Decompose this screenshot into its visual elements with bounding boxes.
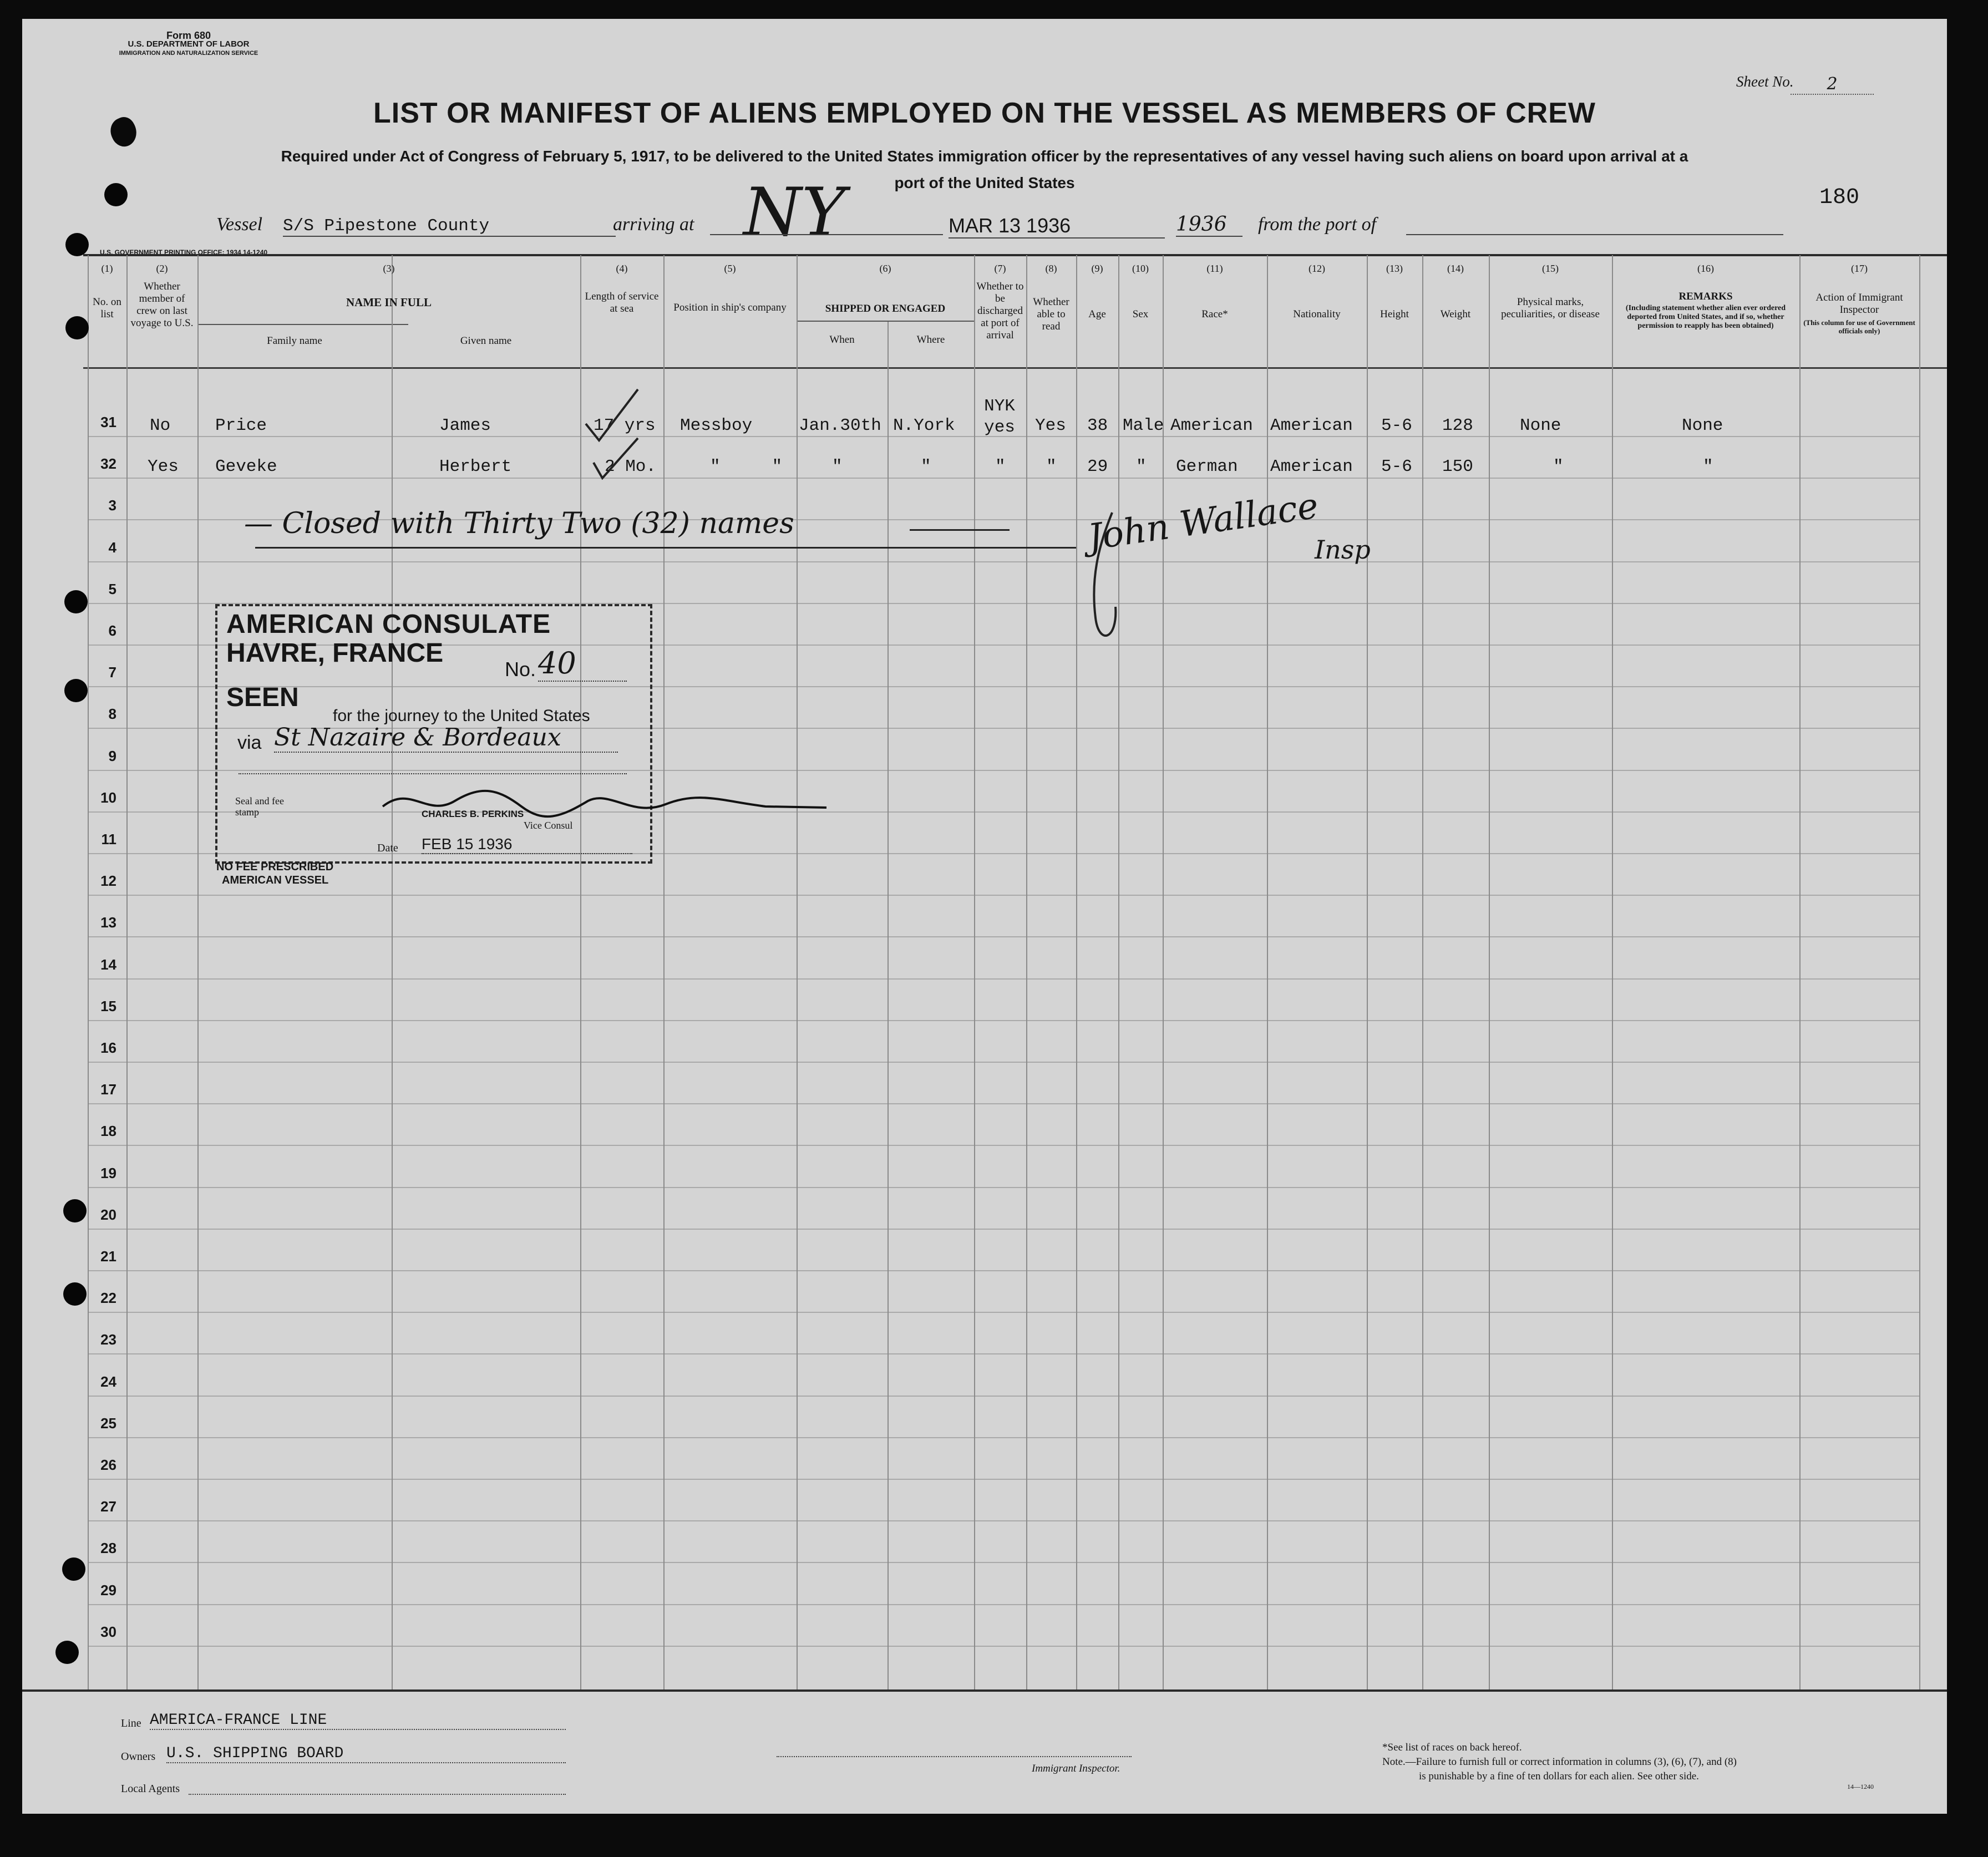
table-bottom-border [22, 1689, 1947, 1692]
col-line-14 [1422, 255, 1423, 1689]
punch-hole [64, 679, 88, 702]
row-number: 16 [100, 1039, 116, 1056]
row-32-service: 2 Mo. [605, 457, 657, 476]
col-num-5: (5) [724, 263, 736, 274]
row-rule [88, 1103, 1919, 1104]
col-line-6 [797, 255, 798, 1689]
col-line-10 [1118, 255, 1119, 1689]
row-number: 3 [108, 497, 116, 514]
stamp-seen: SEEN [226, 683, 299, 712]
row-32-race: German [1176, 457, 1238, 476]
punch-hole [64, 590, 88, 613]
col-head-17-note: (This column for use of Government officials only) [1803, 318, 1915, 335]
arriving-underline [710, 234, 943, 235]
row-number: 10 [100, 789, 116, 806]
col-head-14: Weight [1440, 308, 1471, 320]
col-num-6: (6) [879, 263, 891, 274]
punch-hole [65, 316, 89, 339]
row-32-nationality: American [1270, 457, 1353, 476]
row-number: 8 [108, 706, 116, 722]
row-number: 21 [100, 1248, 116, 1265]
col-head-12: Nationality [1293, 308, 1341, 320]
row-31-sex: Male [1123, 416, 1164, 435]
row-32-height: 5-6 [1381, 457, 1412, 476]
no-fee-line-1: NO FEE PRESCRIBED [216, 861, 334, 873]
stamp-date-label: Date [377, 842, 398, 854]
footer-owners-value: U.S. SHIPPING BOARD [166, 1745, 566, 1763]
col-line-9 [1076, 255, 1077, 1689]
row-number: 9 [108, 748, 116, 764]
stamp-journey: for the journey to the United States [333, 707, 590, 725]
subtitle-line-2: port of the United States [894, 174, 1075, 191]
col-line-13 [1367, 255, 1368, 1689]
col-head-4: Length of service at sea [585, 291, 659, 314]
stamp-city: HAVRE, FRANCE [226, 638, 444, 668]
col-num-8: (8) [1045, 263, 1057, 274]
col-num-9: (9) [1091, 263, 1103, 274]
row-31-weight: 128 [1442, 416, 1473, 435]
col-line-5 [663, 255, 665, 1689]
row-number: 17 [100, 1081, 116, 1098]
col-line-6b [888, 322, 889, 1689]
row-32-where: " [921, 457, 931, 476]
col-head-11: Race* [1201, 308, 1228, 320]
row-rule [88, 1312, 1919, 1313]
row-rule [88, 1270, 1919, 1271]
col-line-3 [197, 255, 199, 1689]
row-number: 26 [100, 1457, 116, 1473]
col-line-4 [580, 255, 581, 1689]
row-number: 14 [100, 956, 116, 973]
row-rule [88, 1479, 1919, 1480]
footer-inspector-label: Immigrant Inspector. [1032, 1763, 1120, 1774]
row-number: 6 [108, 622, 116, 639]
row-number: 28 [100, 1540, 116, 1556]
row-rule [88, 1020, 1919, 1021]
year-value: 1936 [1176, 213, 1242, 237]
row-number: 27 [100, 1498, 116, 1515]
stamp-blank-line [239, 773, 627, 774]
row-32-family-name: Geveke [215, 457, 277, 476]
stamp-via-label: via [237, 732, 262, 753]
col-line-8 [1026, 255, 1027, 1689]
punch-hole [65, 233, 89, 256]
col-num-14: (14) [1447, 263, 1464, 274]
col-line-7 [974, 255, 975, 1689]
row-32-discharged: " [995, 457, 1006, 476]
punch-hole [62, 1557, 85, 1581]
row-number: 31 [100, 414, 116, 430]
col-head-15: Physical marks, peculiarities, or disease [1501, 296, 1600, 320]
row-31-service: 17 yrs [594, 416, 656, 435]
col-head-9: Age [1088, 308, 1106, 320]
footer-agents-value [189, 1778, 566, 1795]
stamp-signer: CHARLES B. PERKINS [422, 809, 524, 819]
row-31-position: Messboy [680, 416, 753, 435]
row-31-when: Jan.30th [799, 416, 881, 435]
stamp-no-label: No. [505, 658, 536, 681]
page-title: LIST OR MANIFEST OF ALIENS EMPLOYED ON THE VESSEL AS MEMBERS OF CREW [373, 97, 1596, 129]
row-31-height: 5-6 [1381, 416, 1412, 435]
closing-tail [910, 529, 1010, 531]
row-32-remarks: " [1703, 457, 1713, 476]
row-rule [88, 1520, 1919, 1521]
form-number: Form 680 [166, 30, 211, 41]
row-number: 24 [100, 1373, 116, 1390]
row-number: 30 [100, 1623, 116, 1640]
row-31-given-name: James [439, 416, 491, 435]
col-line-end [1919, 255, 1920, 1689]
shipped-subhead-rule [797, 321, 974, 322]
punch-hole [55, 1641, 79, 1664]
row-31-nationality: American [1270, 416, 1353, 435]
row-32-weight: 150 [1442, 457, 1473, 476]
row-31-crew: No [150, 416, 171, 435]
row-rule [88, 1187, 1919, 1188]
col-head-6-when: When [829, 334, 855, 346]
row-32-crew: Yes [148, 457, 179, 476]
col-head-7: Whether to be discharged at port of arrival [976, 281, 1024, 341]
stamp-via-value: St Nazaire & Bordeaux [274, 723, 618, 753]
inspector-signature-line [777, 1756, 1132, 1757]
col-num-10: (10) [1132, 263, 1149, 274]
service-name: IMMIGRATION AND NATURALIZATION SERVICE [119, 50, 258, 57]
row-number: 20 [100, 1206, 116, 1223]
row-32-when: " [832, 457, 843, 476]
col-head-1: No. on list [93, 296, 121, 320]
col-num-13: (13) [1386, 263, 1403, 274]
row-number: 22 [100, 1290, 116, 1306]
col-num-7: (7) [994, 263, 1006, 274]
footer-note-line-1: Note.—Failure to furnish full or correct information in columns (3), (6), (7), and (8) [1382, 1756, 1737, 1768]
department-name: U.S. DEPARTMENT OF LABOR [128, 39, 250, 49]
col-head-10: Sex [1132, 308, 1149, 320]
from-port-underline [1406, 234, 1783, 235]
row-31-race: American [1170, 416, 1253, 435]
row-number: 32 [100, 455, 116, 472]
col-num-12: (12) [1309, 263, 1325, 274]
sheet-number-label: Sheet No. [1736, 73, 1794, 90]
row-number: 29 [100, 1582, 116, 1599]
footer-agents-label: Local Agents [121, 1783, 180, 1795]
row-31-age: 38 [1087, 416, 1108, 435]
footer-line-value: AMERICA-FRANCE LINE [150, 1712, 566, 1730]
col-line-17 [1799, 255, 1801, 1689]
row-31-remarks: None [1682, 416, 1723, 435]
footer-note-line-2: is punishable by a fine of ten dollars for each alien. See other side. [1419, 1770, 1699, 1782]
punch-hole [63, 1282, 87, 1306]
col-num-1: (1) [101, 263, 113, 274]
arriving-label: arriving at [613, 214, 694, 235]
col-head-2: Whether member of crew on last voyage to U.S. [130, 281, 194, 329]
col-head-16: REMARKS [1678, 291, 1733, 302]
row-32-read: " [1046, 457, 1057, 476]
signature-flourish-icon [1079, 507, 1134, 651]
manifest-sheet [22, 19, 1947, 1814]
col-num-15: (15) [1542, 263, 1559, 274]
row-32-position: " " [710, 457, 783, 476]
col-head-5: Position in ship's company [673, 302, 787, 313]
row-31-family-name: Price [215, 416, 267, 435]
stamp-no-value: 40 [538, 646, 627, 682]
stamp-seal-label: Seal and fee stamp [235, 795, 284, 818]
from-port-label: from the port of [1258, 214, 1377, 235]
footer-owners-label: Owners [121, 1751, 156, 1763]
row-rule [88, 1396, 1919, 1397]
row-number: 13 [100, 914, 116, 931]
vessel-value: S/S Pipestone County [283, 216, 616, 237]
no-fee-line-2: AMERICAN VESSEL [222, 874, 329, 886]
row-rule [88, 895, 1919, 896]
row-rule [88, 1062, 1919, 1063]
col-line-12 [1267, 255, 1268, 1689]
col-num-16: (16) [1697, 263, 1714, 274]
col-line-2 [126, 255, 128, 1689]
col-num-2: (2) [156, 263, 168, 274]
row-rule [88, 936, 1919, 937]
subtitle-line-1: Required under Act of Congress of February 5, 1917, to be delivered to the United States immigration officer by the representatives of any vessel having such aliens on board upon arrival at a [281, 148, 1688, 165]
row-number: 5 [108, 581, 116, 597]
col-head-16-note: (Including statement whether alien ever ordered deported from United States, and if so, whether permission to reapply has been obtained) [1625, 304, 1786, 330]
row-32-marks: " [1553, 457, 1564, 476]
stamp-number: 180 [1819, 185, 1860, 210]
row-number: 18 [100, 1123, 116, 1139]
row-rule [88, 1353, 1919, 1354]
closing-rule [255, 547, 1076, 549]
inspector-signature: John Wallace [1085, 485, 1321, 559]
sheet-number-value: 2 [1791, 74, 1874, 95]
col-head-13: Height [1380, 308, 1409, 320]
table-top-border [83, 254, 1947, 256]
col-line-16 [1612, 255, 1613, 1689]
inspector-signature-suffix: Insp [1315, 535, 1371, 565]
col-num-11: (11) [1206, 263, 1223, 274]
punch-hole [63, 1199, 87, 1222]
row-rule [88, 561, 1919, 562]
stamp-signer-title: Vice Consul [524, 820, 573, 831]
row-rule [88, 1229, 1919, 1230]
row-number: 7 [108, 664, 116, 681]
row-number: 11 [101, 831, 116, 848]
col-line-15 [1489, 255, 1490, 1689]
stamp-consulate-name: AMERICAN CONSULATE [226, 610, 551, 639]
row-rule [88, 478, 1919, 479]
row-31-read: Yes [1035, 416, 1066, 435]
col-line-3b [392, 255, 393, 1689]
row-rule [88, 1145, 1919, 1146]
col-line-11 [1163, 255, 1164, 1689]
row-rule [88, 1604, 1919, 1605]
row-rule [88, 1562, 1919, 1563]
row-rule [88, 978, 1919, 980]
row-number: 4 [108, 539, 116, 556]
col-num-17: (17) [1851, 263, 1868, 274]
footer-line-label: Line [121, 1717, 141, 1729]
row-number: 15 [100, 998, 116, 1014]
row-rule [88, 1646, 1919, 1647]
name-subhead-rule [197, 324, 408, 325]
printing-office-note: U.S. GOVERNMENT PRINTING OFFICE: 1934 14-1240 [100, 248, 268, 256]
row-32-age: 29 [1087, 457, 1108, 476]
checkmark-icon [582, 385, 643, 485]
arriving-value: NY [743, 174, 846, 251]
col-head-3-given: Given name [460, 335, 512, 347]
punch-hole [104, 183, 128, 206]
stamp-date-value: FEB 15 1936 [422, 835, 632, 854]
row-32-given-name: Herbert [439, 457, 512, 476]
row-rule [88, 1437, 1919, 1438]
col-head-3-family: Family name [267, 335, 322, 347]
row-number: 12 [100, 872, 116, 889]
row-number: 19 [100, 1165, 116, 1181]
form-header [89, 31, 288, 58]
footer-form-code: 14—1240 [1847, 1783, 1874, 1790]
col-head-6-where: Where [916, 334, 945, 346]
row-32-sex: " [1136, 457, 1147, 476]
row-number: 25 [100, 1415, 116, 1432]
vessel-label: Vessel [216, 214, 263, 235]
col-head-3: NAME IN FULL [346, 296, 432, 309]
row-31-discharged: NYK yes [984, 397, 1015, 437]
col-head-17: Action of Immigrant Inspector [1815, 292, 1903, 316]
date-stamp: MAR 13 1936 [949, 214, 1165, 239]
header-bottom-border [83, 367, 1947, 369]
handwritten-closing-note: — Closed with Thirty Two (32) names [244, 507, 794, 540]
footer-races-note: *See list of races on back hereof. [1382, 1742, 1522, 1753]
col-num-3: (3) [383, 263, 395, 274]
row-number: 23 [100, 1331, 116, 1348]
row-31-where: N.York [893, 416, 955, 435]
col-num-4: (4) [616, 263, 628, 274]
col-head-6: SHIPPED OR ENGAGED [825, 303, 946, 314]
col-head-8: Whether able to read [1033, 296, 1069, 332]
row-31-marks: None [1520, 416, 1561, 435]
